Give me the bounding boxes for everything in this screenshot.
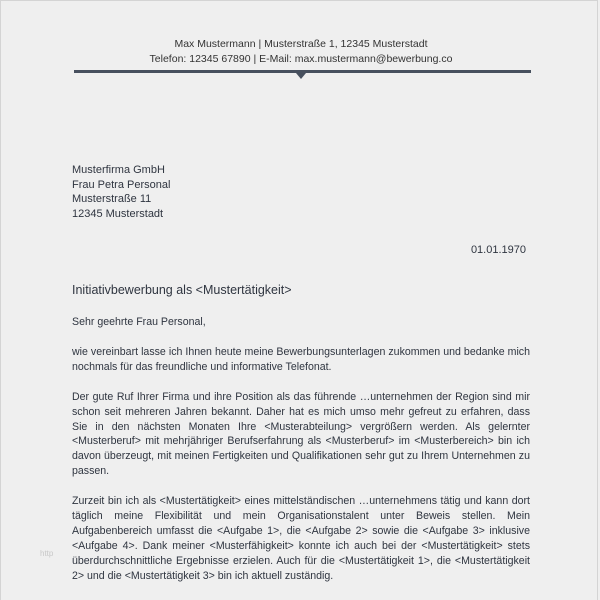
triangle-pointer-icon (296, 73, 306, 79)
sender-address: Max Mustermann | Musterstraße 1, 12345 Musterstadt (174, 38, 428, 50)
letter-date: 01.01.1970 (470, 244, 526, 256)
recipient-line: Musterstraße 11 (72, 193, 152, 205)
paragraph: Zurzeit bin ich als <Mustertätigkeit> eines mittelständischen …unternehmens tätig und kann dort täglich meine Flexibilität und mein Organisationstalent unter Beweis stellen. Mein Aufgabenbereich umfasst die <Aufgabe 1>, die <Aufgabe 2> sowie die <Aufgabe 3> inklusive <Aufgabe 4>. Dank meiner <Musterfähigkeit> konnte ich auch bei der <Mustertätigkeit> stets überdurchschnittliche Ergebnisse erzielen. Auch für die <Mustertätigkeit 1>, die <Mustertätigkeit 2> und die <Mustertätigkeit 3> bin ich aktuell zuständig. (72, 495, 530, 582)
sender-contact: Telefon: 12345 67890 | E-Mail: max.mustermann@bewerbung.co (149, 52, 453, 65)
paragraph: Der gute Ruf Ihrer Firma und ihre Position als das führende …unternehmen der Region sind mir schon seit mehreren Jahren bekannt. Daher hat es mich umso mehr gefreut zu erfahren, dass Sie in den nächsten Monaten Ihre <Musterabteilung> vergrößern werden. Als gelernter <Musterberuf> mit mehrjähriger Berufserfahrung als <Musterberuf> im <Musterbereich> bin ich davon überzeugt, mit meinen Fertigkeiten und Qualifikationen sehr gut zu Ihrem Unternehmen zu passen. (72, 390, 530, 478)
recipient-line: 12345 Musterstadt (72, 207, 164, 220)
watermark: http (40, 549, 54, 558)
recipient-line: Musterfirma GmbH (72, 164, 165, 176)
letter-body (72, 315, 530, 599)
paragraph: wie vereinbart lasse ich Ihnen heute meine Bewerbungsunterlagen zukommen und bedanke mich nochmals für das freundliche und informative Telefonat. (72, 345, 530, 373)
recipient-line: Frau Petra Personal (72, 178, 171, 191)
sender-header (1, 37, 598, 66)
recipient-address (72, 163, 170, 221)
salutation: Sehr geehrte Frau Personal, (72, 316, 206, 328)
letter-subject: Initiativbewerbung als <Mustertätigkeit> (72, 283, 292, 297)
